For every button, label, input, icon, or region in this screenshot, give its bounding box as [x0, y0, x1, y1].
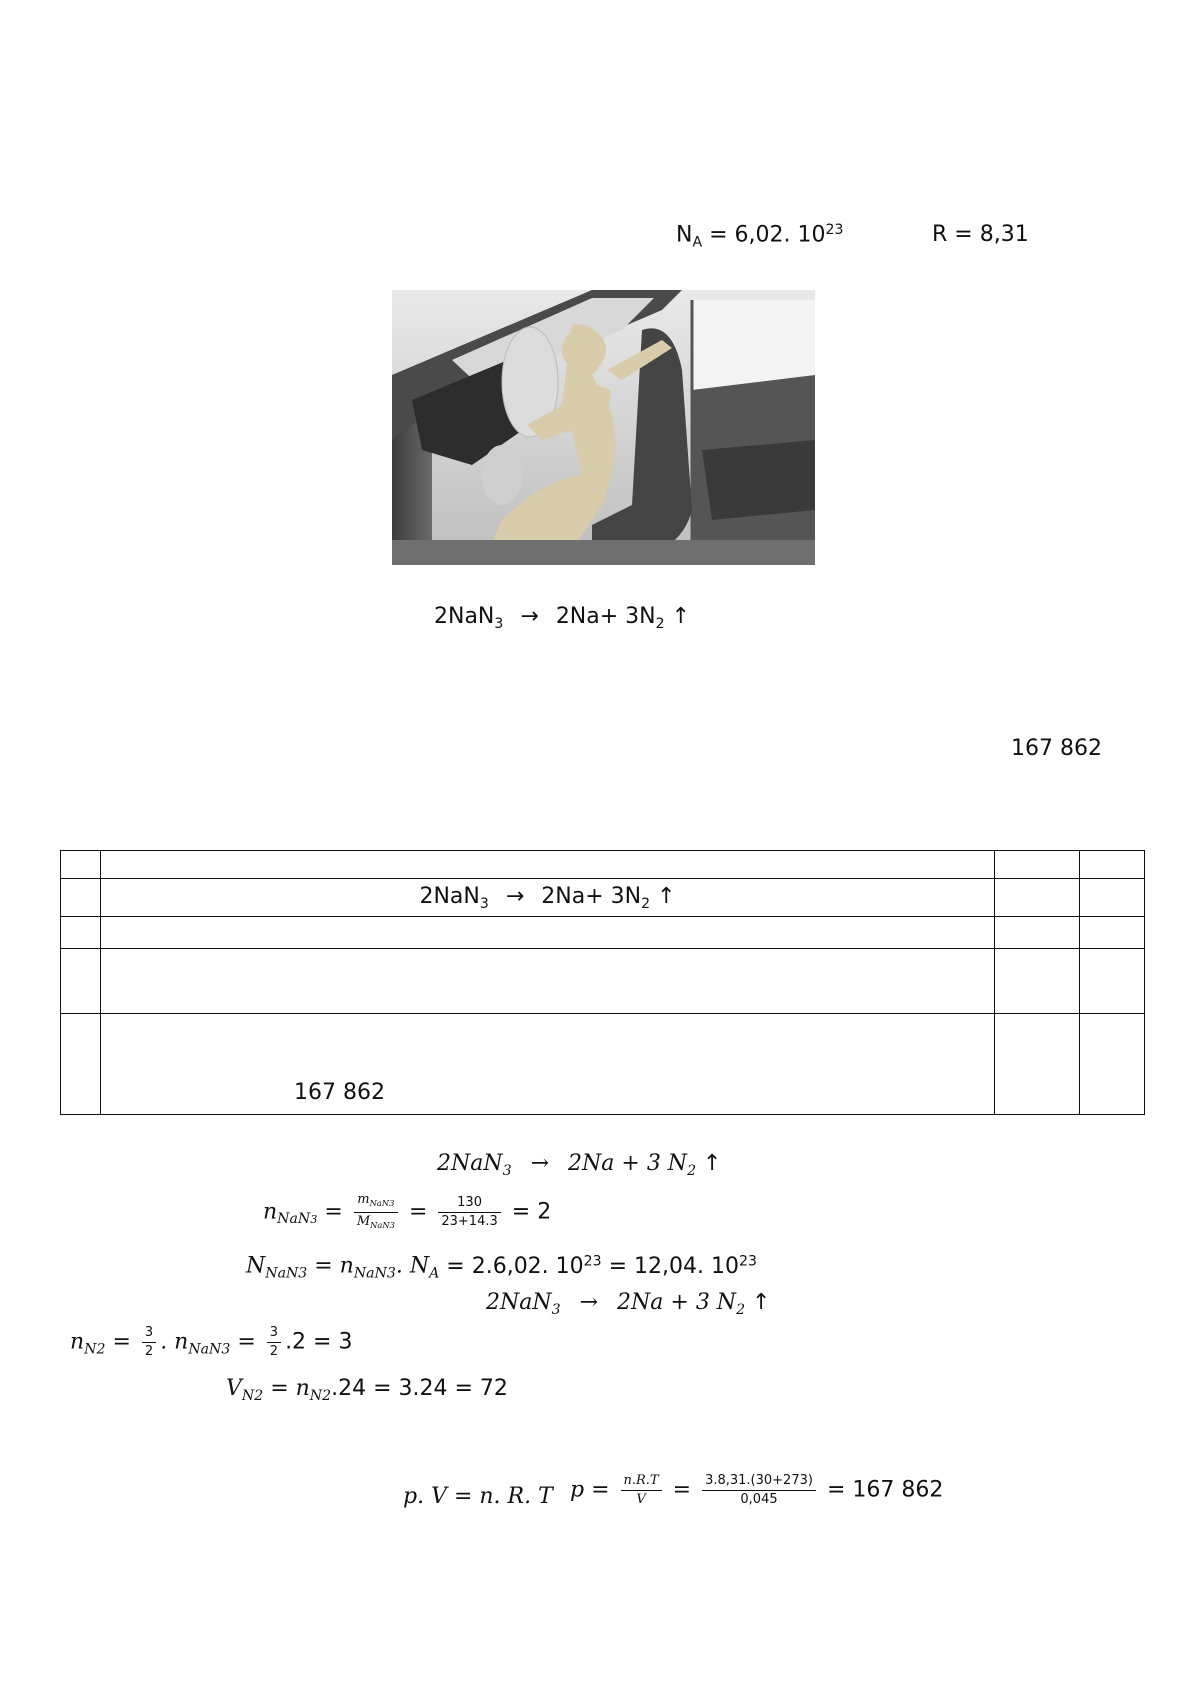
nitrogen-moles-calculation: $n_{N2}$ = $\frac{3}{2}$ . $n_{NaN3}$ = $\frac{3}{2}$ .2 = 3: [70, 1325, 353, 1359]
avogadro-constant: $N_A = 6,02$. $10^{23}$: [676, 222, 844, 251]
pressure-value: 167 862: [1011, 736, 1102, 761]
numeric-fraction: $\frac{130}{23+14.3}$: [438, 1195, 500, 1230]
solution-equation-2: 2NaN$_3$ → 2Na + 3 $N_2$ ↑: [486, 1290, 771, 1318]
table-row: [61, 949, 1145, 1014]
table-pressure-value: 167 862: [294, 1080, 385, 1105]
ideal-gas-law: p. V = n. R. T: [403, 1484, 553, 1509]
gas-constant: R = 8,31: [932, 222, 1029, 247]
ratio-fraction: $\frac{3}{2}$: [267, 1325, 281, 1360]
airbag-illustration: [392, 290, 815, 565]
table-row: [61, 1014, 1145, 1115]
moles-calculation: $n_{NaN3}$ = $\frac{m_{NaN3}}{M_{NaN3}}$ = $\frac{130}{23+14.3}$ = 2: [263, 1192, 551, 1235]
solution-equation-1: 2NaN$_3$ → 2Na + 3 $N_2$ ↑: [437, 1151, 722, 1179]
table-row: [61, 917, 1145, 949]
volume-calculation: $V_{N2} = n_{N2}.24 = 3.24 = 72$: [226, 1376, 508, 1404]
symbolic-fraction: $\frac{n.R.T}{V}$: [621, 1473, 662, 1508]
mass-over-molar-mass: $\frac{m_{NaN3}}{M_{NaN3}}$: [354, 1192, 398, 1233]
numeric-fraction: $\frac{3.8,31.(30+273)}{0,045}$: [702, 1473, 816, 1508]
table-reaction-equation: $2NaN_3 \to 2Na+ 3N_2$ ↑: [419, 883, 676, 912]
pressure-calculation: p = $\frac{n.R.T}{V}$ = $\frac{3.8,31.(30+273)}{0,045}$ = 167 862: [570, 1473, 944, 1507]
table-row: [61, 879, 1145, 917]
table-row: [61, 851, 1145, 879]
particles-calculation: $N_{NaN3} = n_{NaN3}$. $N_A = 2.6,02$. $10^{23} = 12,04$. $10^{23}$: [246, 1253, 757, 1282]
ratio-fraction: $\frac{3}{2}$: [142, 1325, 156, 1360]
answer-table: [60, 850, 1145, 1115]
reaction-equation: $2NaN_3 \to 2Na+ 3N_2$ ↑: [434, 604, 691, 632]
